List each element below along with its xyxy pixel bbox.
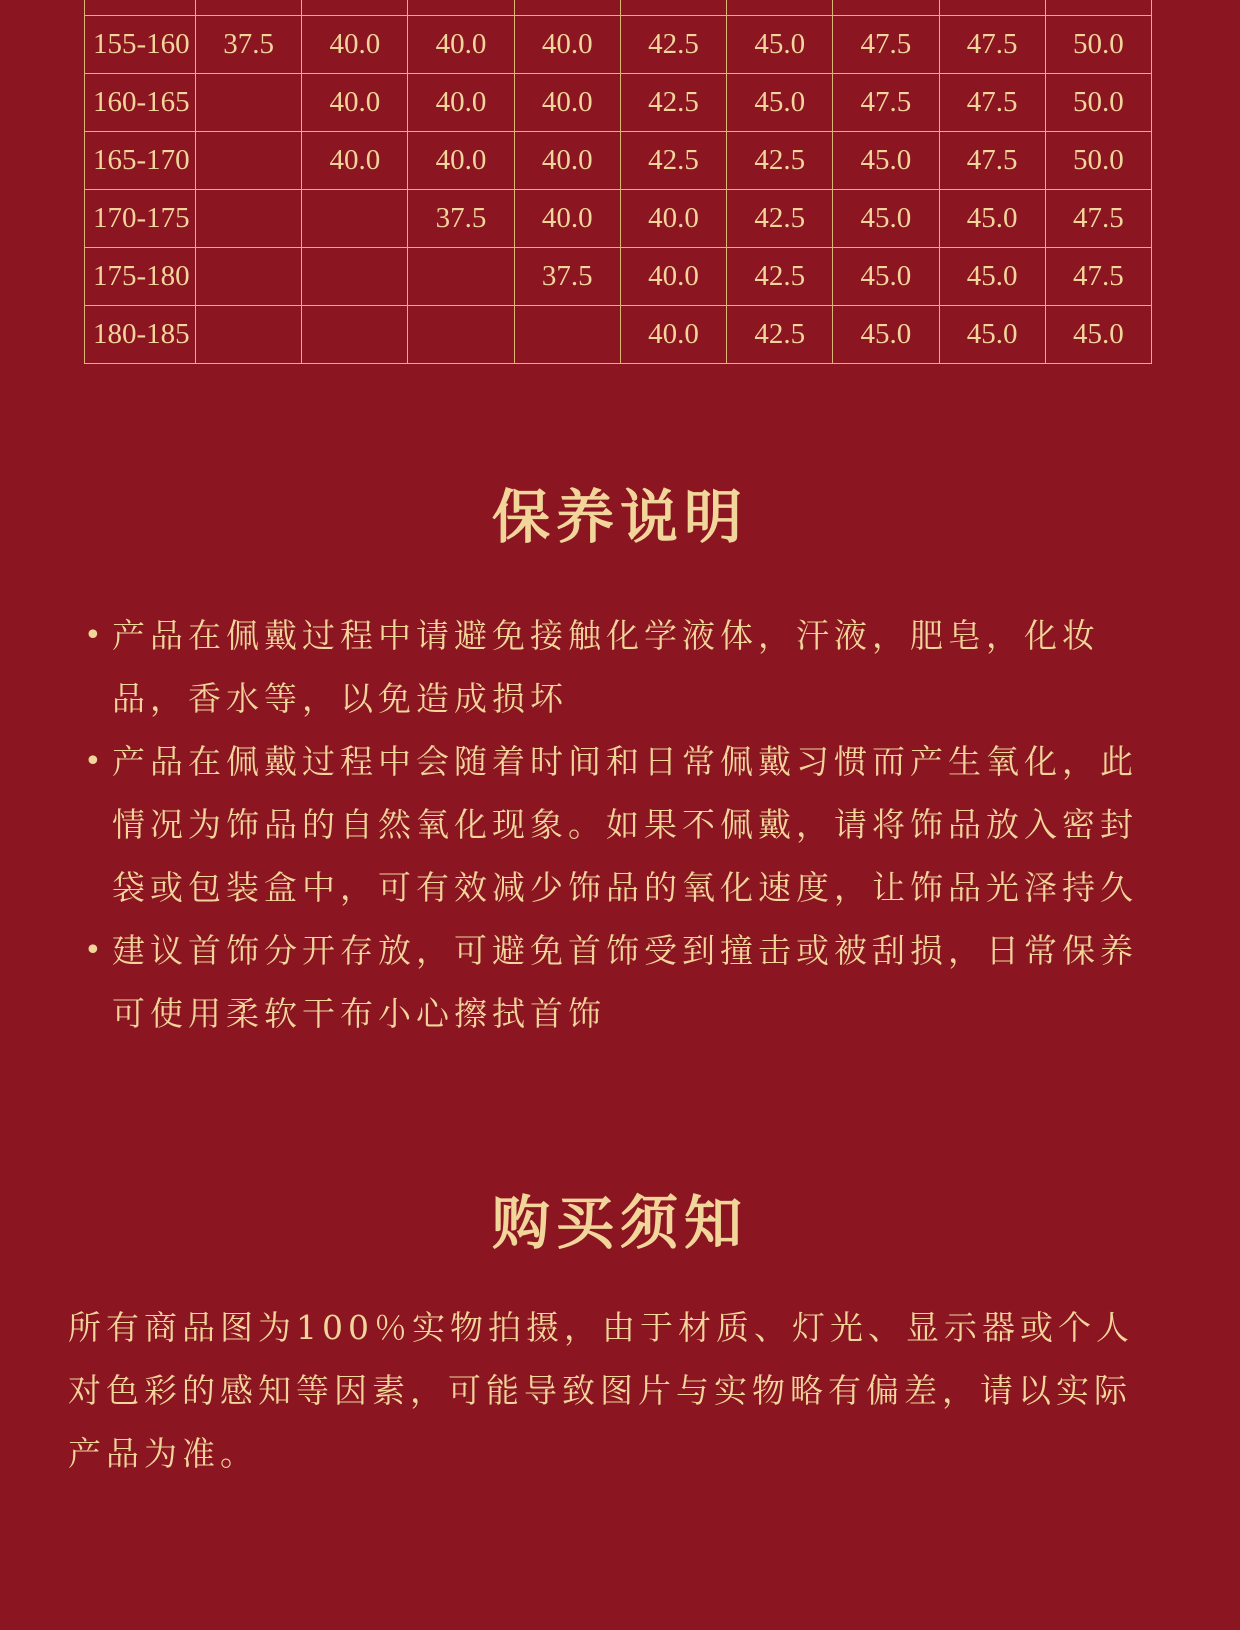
size-value-cell: 40.0 xyxy=(620,190,726,248)
size-value-cell xyxy=(196,248,302,306)
size-value-cell xyxy=(302,306,408,364)
size-value-cell: 40.0 xyxy=(514,132,620,190)
size-value-cell: 45.0 xyxy=(939,306,1045,364)
size-value-cell: 40.0 xyxy=(408,132,514,190)
size-value-cell: 47.5 xyxy=(939,132,1045,190)
bullet-icon: • xyxy=(84,933,107,968)
size-value-cell: 40.0 xyxy=(514,190,620,248)
size-value-cell xyxy=(196,132,302,190)
size-value-cell: 42.5 xyxy=(620,74,726,132)
size-value-cell: 45.0 xyxy=(939,190,1045,248)
size-value-cell xyxy=(302,248,408,306)
purchase-section-title: 购买须知 xyxy=(491,1189,748,1257)
size-value-cell: 50.0 xyxy=(1045,74,1151,132)
size-value-cell: 47.5 xyxy=(1045,248,1151,306)
size-value-cell: 42.5 xyxy=(727,248,833,306)
size-value-cell: 37.5 xyxy=(514,248,620,306)
table-row xyxy=(85,74,1152,132)
size-value-cell xyxy=(302,0,408,16)
size-table-container xyxy=(84,0,1152,364)
list-item xyxy=(78,730,1168,919)
size-value-cell xyxy=(1045,0,1151,16)
size-value-cell xyxy=(408,306,514,364)
size-value-cell: 42.5 xyxy=(727,306,833,364)
size-value-cell: 47.5 xyxy=(833,16,939,74)
height-range-cell: 165-170 xyxy=(85,132,196,190)
height-range-cell: 170-175 xyxy=(85,190,196,248)
care-item-text: 产品在佩戴过程中会随着时间和日常佩戴习惯而产生氧化，此情况为饰品的自然氧化现象。如果不佩戴，请将饰品放入密封袋或包装盒中，可有效减少饰品的氧化速度，让饰品光泽持久 xyxy=(112,742,1138,907)
size-value-cell xyxy=(408,248,514,306)
size-value-cell: 45.0 xyxy=(833,306,939,364)
list-item xyxy=(78,919,1168,1045)
size-value-cell: 40.0 xyxy=(620,306,726,364)
size-value-cell xyxy=(196,0,302,16)
size-value-cell: 37.5 xyxy=(196,16,302,74)
size-value-cell: 37.5 xyxy=(408,190,514,248)
size-value-cell xyxy=(620,0,726,16)
height-range-cell: 160-165 xyxy=(85,74,196,132)
size-value-cell: 47.5 xyxy=(833,74,939,132)
size-value-cell xyxy=(727,0,833,16)
size-value-cell: 40.0 xyxy=(514,74,620,132)
size-value-cell xyxy=(833,0,939,16)
size-value-cell: 45.0 xyxy=(727,74,833,132)
bullet-icon: • xyxy=(84,744,107,779)
size-value-cell: 47.5 xyxy=(939,16,1045,74)
size-value-cell: 45.0 xyxy=(1045,306,1151,364)
size-value-cell xyxy=(514,306,620,364)
table-row xyxy=(85,190,1152,248)
height-range-cell xyxy=(85,0,196,16)
size-value-cell: 40.0 xyxy=(408,74,514,132)
height-range-cell: 155-160 xyxy=(85,16,196,74)
height-range-cell: 175-180 xyxy=(85,248,196,306)
size-value-cell: 40.0 xyxy=(620,248,726,306)
size-value-cell xyxy=(196,74,302,132)
size-value-cell: 47.5 xyxy=(939,74,1045,132)
table-row xyxy=(85,16,1152,74)
care-section-title: 保养说明 xyxy=(491,483,748,551)
size-value-cell xyxy=(196,190,302,248)
size-value-cell: 50.0 xyxy=(1045,132,1151,190)
size-value-cell: 40.0 xyxy=(302,16,408,74)
height-range-cell: 180-185 xyxy=(85,306,196,364)
size-value-cell: 42.5 xyxy=(727,190,833,248)
table-row xyxy=(85,306,1152,364)
size-value-cell: 45.0 xyxy=(833,132,939,190)
table-row xyxy=(85,132,1152,190)
size-value-cell: 50.0 xyxy=(1045,16,1151,74)
size-value-cell xyxy=(408,0,514,16)
care-item-text: 产品在佩戴过程中请避免接触化学液体，汗液，肥皂，化妆品，香水等，以免造成损坏 xyxy=(112,616,1100,718)
bullet-icon: • xyxy=(84,618,107,653)
size-value-cell: 45.0 xyxy=(833,190,939,248)
size-value-cell xyxy=(939,0,1045,16)
size-value-cell: 42.5 xyxy=(620,132,726,190)
size-value-cell: 45.0 xyxy=(833,248,939,306)
list-item xyxy=(78,604,1168,730)
size-value-cell: 40.0 xyxy=(302,74,408,132)
care-instructions-list xyxy=(78,604,1168,1045)
size-value-cell xyxy=(302,190,408,248)
purchase-notice-text: 所有商品图为100％实物拍摄，由于材质、灯光、显示器或个人对色彩的感知等因素，可能导致图片与实物略有偏差，请以实际产品为准。 xyxy=(68,1308,1134,1473)
care-item-text: 建议首饰分开存放，可避免首饰受到撞击或被刮损，日常保养可使用柔软干布小心擦拭首饰 xyxy=(112,931,1138,1033)
size-value-cell: 47.5 xyxy=(1045,190,1151,248)
table-row xyxy=(85,248,1152,306)
size-value-cell: 42.5 xyxy=(620,16,726,74)
size-value-cell xyxy=(514,0,620,16)
size-value-cell xyxy=(196,306,302,364)
size-table xyxy=(84,0,1152,364)
size-value-cell: 45.0 xyxy=(939,248,1045,306)
size-value-cell: 40.0 xyxy=(514,16,620,74)
table-row xyxy=(85,0,1152,16)
size-value-cell: 42.5 xyxy=(727,132,833,190)
size-value-cell: 40.0 xyxy=(302,132,408,190)
size-value-cell: 45.0 xyxy=(727,16,833,74)
size-value-cell: 40.0 xyxy=(408,16,514,74)
